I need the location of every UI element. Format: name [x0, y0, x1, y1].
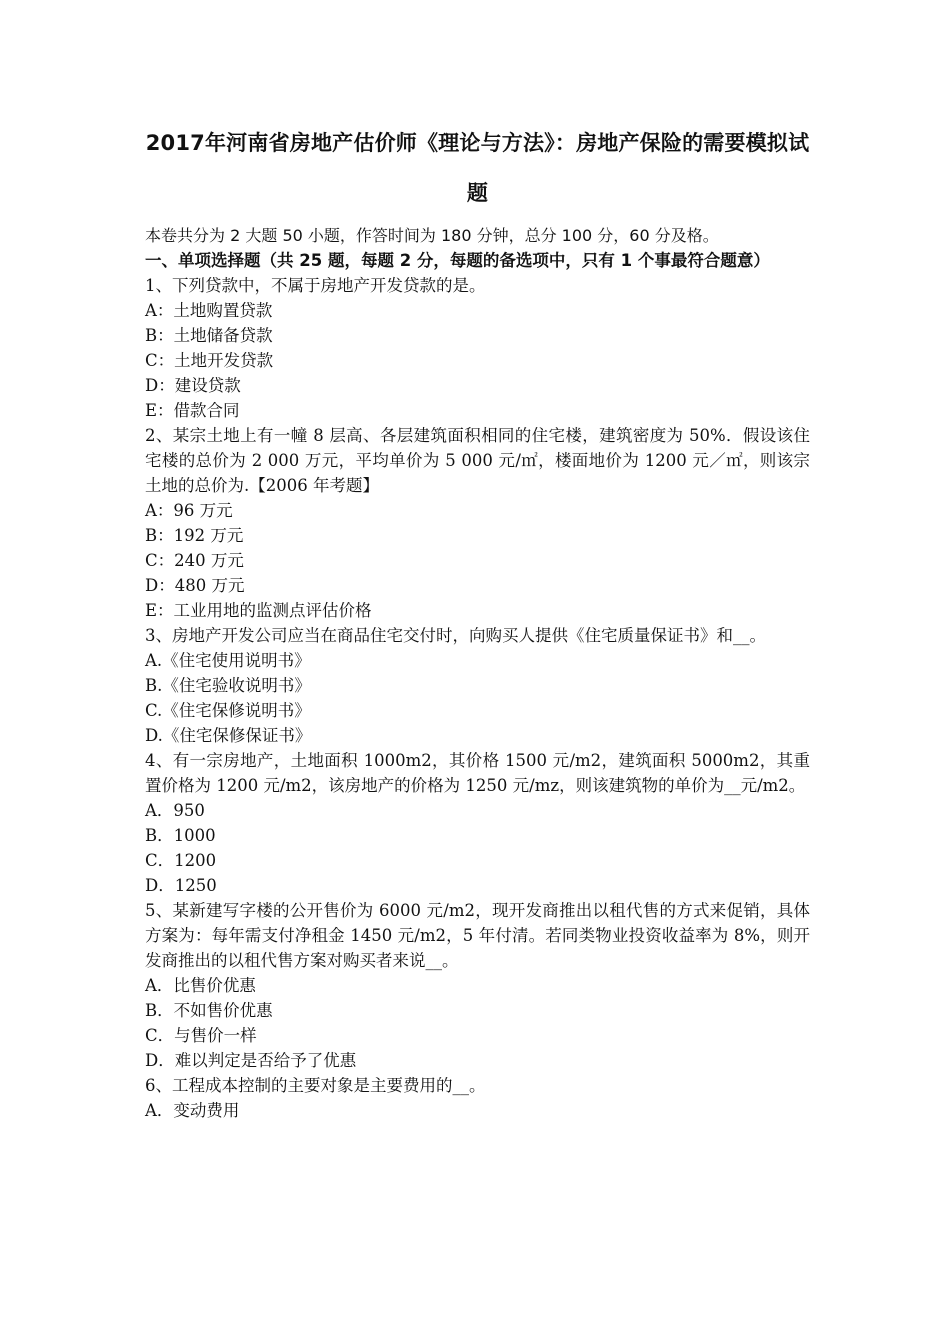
option-c: C：240 万元 — [145, 551, 244, 570]
question-2 — [145, 423, 810, 623]
question-5 — [145, 898, 810, 1073]
option-a: A：96 万元 — [145, 501, 233, 520]
option-c: C．与售价一样 — [145, 1026, 257, 1045]
question-stem: 5、某新建写字楼的公开售价为 6000 元/m2，现开发商推出以租代售的方式来促销，具体方案为：每年需支付净租金 1450 元/m2，5 年付清。若同类物业投资收益率为 8%，则开发商推出的以租代售方案对购买者来说__。 — [145, 901, 810, 970]
option-b: B：土地储备贷款 — [145, 326, 273, 345]
option-a: A.《住宅使用说明书》 — [145, 651, 311, 670]
option-d: D.《住宅保修保证书》 — [145, 726, 312, 745]
question-stem: 6、工程成本控制的主要对象是主要费用的__。 — [145, 1076, 486, 1095]
option-d: D．难以判定是否给予了优惠 — [145, 1051, 357, 1070]
option-e: E：工业用地的监测点评估价格 — [145, 601, 372, 620]
option-c: C：土地开发贷款 — [145, 351, 274, 370]
question-1 — [145, 273, 810, 423]
option-a: A：土地购置贷款 — [145, 301, 273, 320]
question-stem: 4、有一宗房地产，土地面积 1000m2，其价格 1500 元/m2，建筑面积 5000m2，其重置价格为 1200 元/m2，该房地产的价格为 1250 元/mz，则该建筑物的单价为__元/m2。 — [145, 751, 810, 795]
option-b: B：192 万元 — [145, 526, 244, 545]
option-b: B.《住宅验收说明书》 — [145, 676, 311, 695]
option-c: C.《住宅保修说明书》 — [145, 701, 311, 720]
option-e: E：借款合同 — [145, 401, 240, 420]
option-b: B．1000 — [145, 826, 216, 845]
exam-intro: 本卷共分为 2 大题 50 小题，作答时间为 180 分钟，总分 100 分，60 分及格。 — [145, 226, 719, 245]
question-6 — [145, 1073, 810, 1123]
option-a: A．变动费用 — [145, 1101, 240, 1120]
option-d: D：建设贷款 — [145, 376, 241, 395]
option-d: D：480 万元 — [145, 576, 245, 595]
option-b: B．不如售价优惠 — [145, 1001, 273, 1020]
option-c: C．1200 — [145, 851, 217, 870]
option-a: A．950 — [145, 801, 205, 820]
question-stem: 3、房地产开发公司应当在商品住宅交付时，向购买人提供《住宅质量保证书》和__。 — [145, 626, 766, 645]
question-3 — [145, 623, 810, 748]
question-stem: 1、下列贷款中，不属于房地产开发贷款的是。 — [145, 276, 486, 295]
document-title: 2017年河南省房地产估价师《理论与方法》：房地产保险的需要模拟试题 — [145, 131, 810, 205]
question-stem: 2、某宗土地上有一幢 8 层高、各层建筑面积相同的住宅楼，建筑密度为 50%．假设该住宅楼的总价为 2 000 万元，平均单价为 5 000 元/㎡，楼面地价为 1200 元／㎡，则该宗土地的总价为.【2006 年考题】 — [145, 426, 810, 495]
question-4 — [145, 748, 810, 898]
option-d: D．1250 — [145, 876, 217, 895]
option-a: A．比售价优惠 — [145, 976, 256, 995]
section-heading: 一、单项选择题（共 25 题，每题 2 分，每题的备选项中，只有 1 个事最符合题意） — [145, 251, 770, 270]
